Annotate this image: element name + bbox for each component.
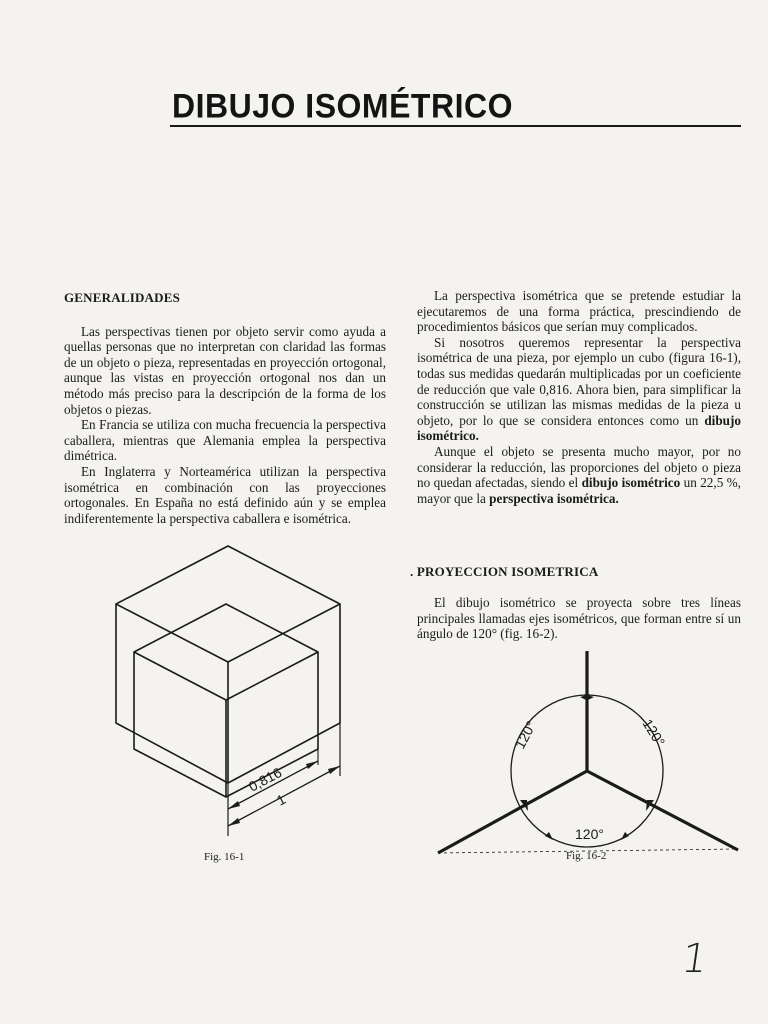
figure-16-1-cube (116, 546, 340, 836)
arrowhead (621, 832, 629, 840)
paragraph: La perspectiva isométrica que se pretende estudiar la ejecutaremos de una forma práctica, prescindiendo de procedimientos básicos que serían muy complicados. (417, 288, 741, 335)
page-title: DIBUJO ISOMÉTRICO (172, 86, 513, 125)
arrowhead (306, 761, 318, 769)
paragraph-text: Si nosotros queremos representar la perspectiva isométrica de una pieza, por ejemplo un cubo (figura 16-1), todas sus medidas quedarán multiplicadas por un coeficiente de reducción que vale 0,816. Ahora bien, para simplificar la construcción se utilizan las mismas medidas de la pieza u objeto, por lo que se considera entonces como un (417, 334, 741, 428)
dimension-label-full: 1 (273, 790, 289, 809)
figure-caption-16-1: Fig. 16-1 (204, 851, 245, 863)
figure-16-2-axes (438, 651, 738, 853)
paragraph: En Francia se utiliza con mucha frecuencia la perspectiva caballera, mientras que Alemania emplea la perspectiva dimétrica. (64, 417, 386, 464)
arrowhead (228, 801, 240, 809)
outer-cube-right-edges (228, 604, 340, 783)
angle-label-left: 120° (511, 718, 540, 752)
angle-label-bottom: 120° (575, 826, 604, 842)
dimension-line-full (228, 766, 340, 826)
bold-term: perspectiva isométrica. (489, 490, 619, 506)
section-heading-generalidades: GENERALIDADES (64, 290, 181, 305)
bold-term: dibujo isométrico (581, 475, 681, 491)
paragraph: Las perspectivas tienen por objeto servir como ayuda a quellas personas que no interpretan con claridad las formas de un objeto o pieza, representadas en proyección ortogonal, aunque las vistas en proyección ortogonal nos dan un método más preciso para la descripción de la forma de los objetos o piezas. (64, 323, 386, 417)
arrowhead (228, 818, 240, 826)
angle-label-right: 120° (639, 716, 669, 750)
paragraph: El dibujo isométrico se proyecta sobre tres líneas principales llamadas ejes isométricos, que forman entre sí un ángulo de 120° (fig. 16-2). (417, 595, 741, 642)
inner-cube-top-face (134, 604, 318, 700)
paragraph: En Inglaterra y Norteamérica utilizan la perspectiva isométrica en combinación con las proyecciones ortogonales. En España no está definido aún y se emplea indiferentemente la perspectiva caballera e isométrica. (64, 463, 386, 526)
paragraph-text: un 22,5 %, mayor que la (417, 475, 741, 506)
figure-caption-16-2: Fig. 16-2 (566, 850, 607, 862)
outer-cube-left-edges (116, 604, 228, 783)
dimension-label-reduced: 0,816 (245, 764, 285, 795)
arrowhead (545, 832, 553, 840)
section-heading-text: PROYECCION ISOMETRICA (416, 564, 599, 579)
arrowhead (328, 766, 340, 774)
bold-term: dibujo isométrico. (417, 412, 741, 444)
paragraph-text: Aunque el objeto se presenta mucho mayor, por no considerar la reducción, las proporciones del objeto o pieza no quedan afectadas, siendo el (417, 443, 741, 491)
page-number: 1 (678, 936, 711, 982)
heading-bullet: . (410, 564, 417, 579)
